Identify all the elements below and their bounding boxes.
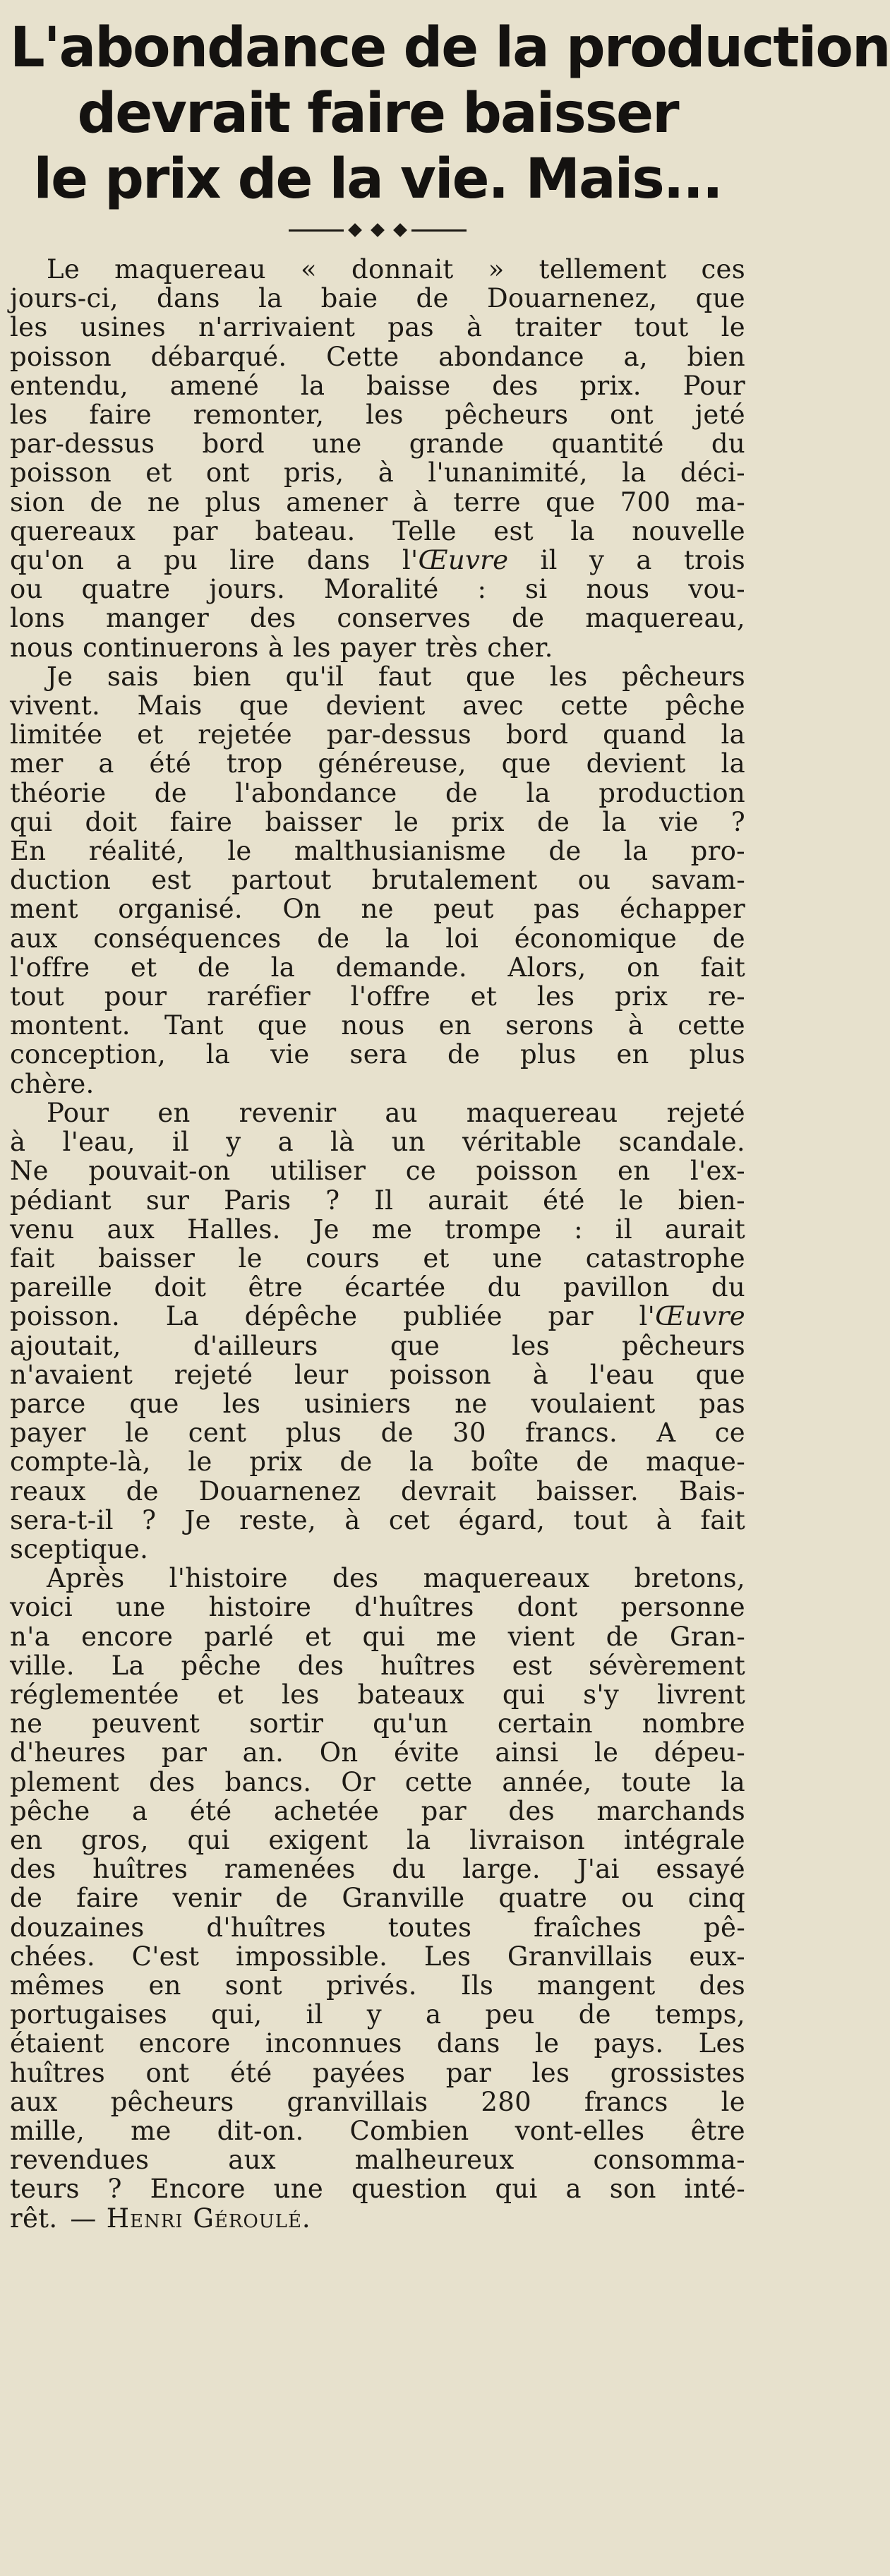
text-line: n'avaient rejeté leur poisson à l'eau que [10, 1359, 745, 1390]
closing-text: rêt. [10, 2203, 58, 2234]
headline-line-3: le prix de la vie. Mais... [33, 148, 722, 211]
text-line: qui doit faire baisser le prix de la vie ? [10, 806, 745, 837]
text-line: des huîtres ramenées du large. J'ai essayé [10, 1854, 745, 1885]
text-line: Je sais bien qu'il faut que les pêcheurs [47, 661, 745, 692]
text-line: ne peuvent sortir qu'un certain nombre [10, 1708, 745, 1739]
text-line: poisson débarqué. Cette abondance a, bien [10, 341, 745, 372]
separator-diamond-icon [393, 223, 407, 237]
text-line: Après l'histoire des maquereaux bretons, [47, 1563, 745, 1594]
text-line: lons manger des conserves de maquereau, [10, 603, 745, 634]
text-line: théorie de l'abondance de la production [10, 777, 745, 808]
text-line: sceptique. [10, 1533, 149, 1564]
article-paragraph [10, 1564, 745, 2233]
text-line: de faire venir de Granville quatre ou cinq [10, 1883, 745, 1914]
text-line: pédiant sur Paris ? Il aurait été le bien- [10, 1185, 745, 1216]
text-line: fait baisser le cours et une catastrophe [10, 1242, 745, 1274]
text-line: aux conséquences de la loi économique de [10, 923, 745, 954]
text-line: chées. C'est impossible. Les Granvillais eux- [10, 1941, 745, 1972]
text-line: pêche a été achetée par des marchands [10, 1795, 745, 1826]
text-line: En réalité, le malthusianisme de la pro- [10, 836, 745, 867]
signature-dash: — [70, 2203, 97, 2234]
text-line: huîtres ont été payées par les grossistes [10, 2057, 745, 2088]
text-line: par-dessus bord une grande quantité du [10, 429, 745, 460]
text-line: voici une histoire d'huîtres dont personne [10, 1592, 745, 1623]
decorative-separator [10, 215, 745, 245]
text-line: Ne pouvait-on utiliser ce poisson en l'ex- [10, 1156, 745, 1187]
separator-rule-left [289, 229, 344, 232]
text-line: mer a été trop généreuse, que devient la [10, 748, 745, 779]
text-line: à l'eau, il y a là un véritable scandale. [10, 1127, 745, 1158]
text-line: teurs ? Encore une question qui a son inté- [10, 2174, 745, 2205]
text-line: jours-ci, dans la baie de Douarnenez, que [10, 283, 745, 314]
headline-line-1: L'abondance de la production [10, 16, 890, 80]
text-line: conception, la vie sera de plus en plus [10, 1039, 745, 1070]
separator-rule-right [411, 229, 467, 232]
text-line: ville. La pêche des huîtres est sévèrement [10, 1650, 745, 1681]
text-line: sion de ne plus amener à terre que 700 ma- [10, 486, 745, 517]
article-paragraph [10, 662, 745, 1098]
text-line: sera-t-il ? Je reste, à cet égard, tout à fait [10, 1504, 745, 1535]
text-line: reaux de Douarnenez devrait baisser. Bais- [10, 1475, 745, 1506]
text-line: l'offre et de la demande. Alors, on fait [10, 952, 745, 983]
text-line: venu aux Halles. Je me trompe : il aurait [10, 1214, 745, 1245]
author-byline: Henri Géroulé. [106, 2203, 311, 2234]
text-line: poisson. La dépêche publiée par l'Œuvre [10, 1301, 745, 1332]
text-line: les usines n'arrivaient pas à traiter tout le [10, 312, 745, 343]
text-line: ment organisé. On ne peut pas échapper [10, 894, 745, 925]
article-paragraph [10, 1098, 745, 1564]
text-line: mêmes en sont privés. Ils mangent des [10, 1970, 745, 2001]
text-line: tout pour raréfier l'offre et les prix re- [10, 981, 745, 1012]
article-headline [10, 16, 890, 212]
headline-line-2: devrait faire baisser [77, 82, 678, 145]
signature-line [10, 2204, 745, 2233]
text-line: ou quatre jours. Moralité : si nous vou- [10, 574, 745, 605]
text-line: ajoutait, d'ailleurs que les pêcheurs [10, 1330, 745, 1361]
text-line: les faire remonter, les pêcheurs ont jeté [10, 400, 745, 431]
text-line: qu'on a pu lire dans l'Œuvre il y a trois [10, 545, 746, 576]
text-line: vivent. Mais que devient avec cette pêche [10, 690, 745, 721]
text-line: compte-là, le prix de la boîte de maque- [10, 1446, 745, 1478]
text-line: portugaises qui, il y a peu de temps, [10, 1999, 745, 2030]
text-line: étaient encore inconnues dans le pays. Les [10, 2028, 745, 2059]
text-line: Pour en revenir au maquereau rejeté [47, 1097, 745, 1128]
text-line: revendues aux malheureux consomma- [10, 2145, 745, 2176]
article-paragraph [10, 255, 745, 662]
text-line: douzaines d'huîtres toutes fraîches pê- [10, 1912, 745, 1943]
separator-diamond-icon [348, 223, 362, 237]
text-line: quereaux par bateau. Telle est la nouvelle [10, 515, 745, 546]
text-line: chère. [10, 1068, 95, 1099]
text-line: montent. Tant que nous en serons à cette [10, 1010, 745, 1041]
text-line: parce que les usiniers ne voulaient pas [10, 1388, 745, 1419]
text-line: duction est partout brutalement ou savam- [10, 865, 745, 896]
text-line: plement des bancs. Or cette année, toute la [10, 1766, 745, 1797]
text-line: en gros, qui exigent la livraison intégrale [10, 1824, 745, 1855]
text-line: aux pêcheurs granvillais 280 francs le [10, 2086, 745, 2117]
text-line: d'heures par an. On évite ainsi le dépeu- [10, 1737, 745, 1768]
text-line: poisson et ont pris, à l'unanimité, la déci- [10, 457, 745, 489]
separator-diamond-icon [371, 223, 385, 237]
text-line: n'a encore parlé et qui me vient de Gran- [10, 1621, 745, 1652]
text-line: réglementée et les bateaux qui s'y livrent [10, 1679, 745, 1710]
text-line: mille, me dit-on. Combien vont-elles être [10, 2116, 745, 2146]
text-line: entendu, amené la baisse des prix. Pour [10, 370, 745, 401]
text-line: payer le cent plus de 30 francs. A ce [10, 1418, 745, 1449]
text-line: pareille doit être écartée du pavillon du [10, 1272, 745, 1303]
text-line: Le maquereau « donnait » tellement ces [47, 254, 745, 284]
text-line: limitée et rejetée par-dessus bord quand la [10, 719, 745, 750]
text-line: nous continuerons à les payer très cher. [10, 632, 553, 663]
article-body [10, 255, 745, 2233]
